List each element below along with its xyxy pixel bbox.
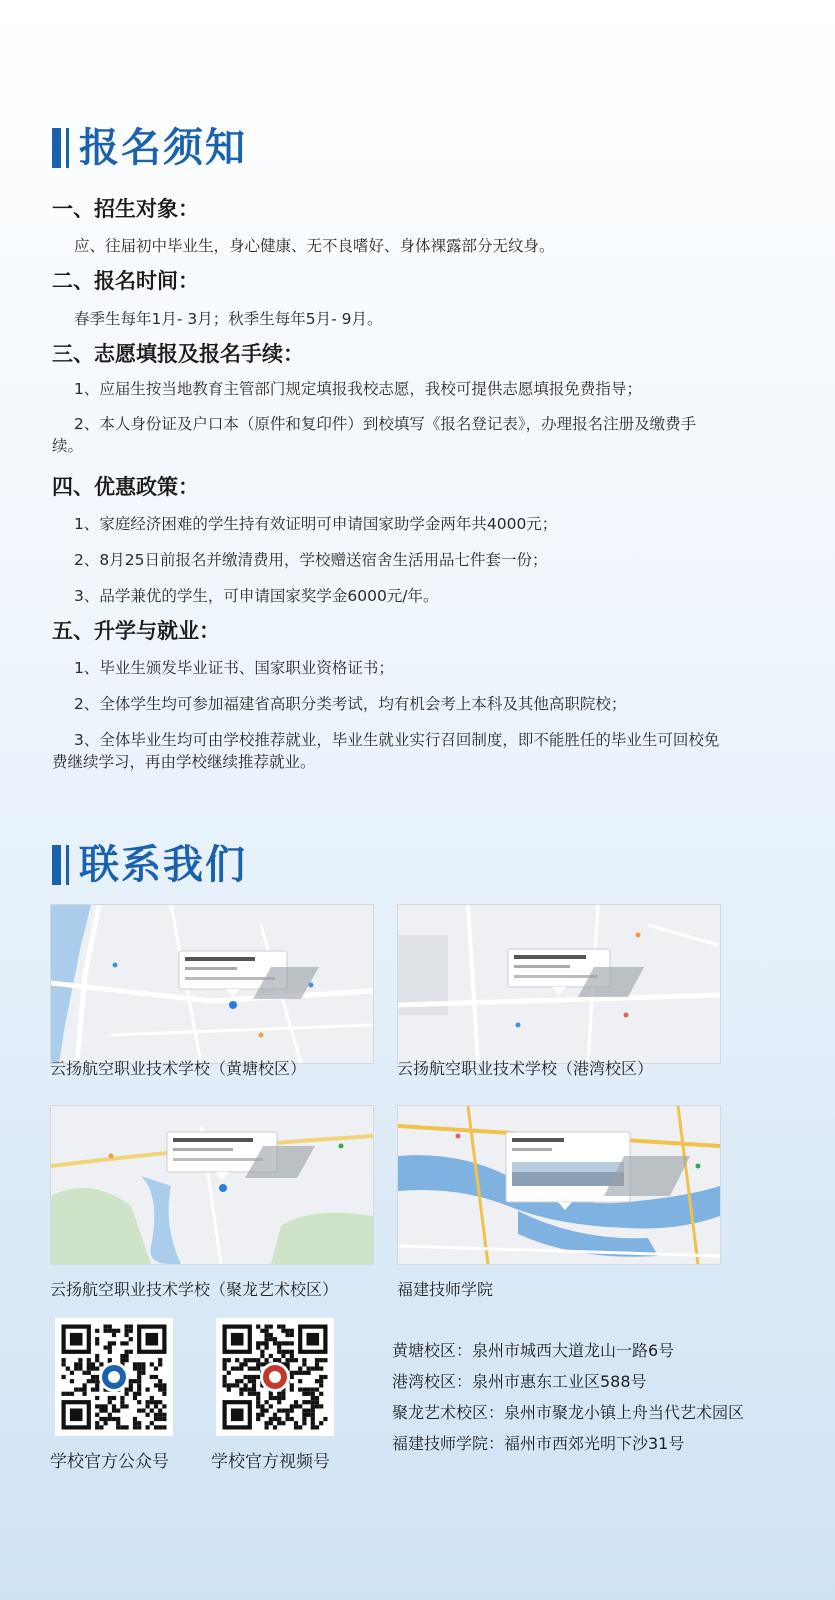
notice-heading-text: 报名须知: [79, 125, 247, 171]
section-title-target: 一、招生对象：: [52, 197, 199, 221]
address-fujian-technician: 福建技师学院：福州市西郊光明下沙31号: [392, 1434, 685, 1453]
map-fujian-technician[interactable]: [397, 1105, 721, 1265]
qr-caption: 学校官方公众号: [50, 1452, 169, 1472]
qr-caption: 学校官方视频号: [211, 1452, 330, 1472]
map-caption: 云扬航空职业技术学校（黄塘校区）: [50, 1059, 307, 1078]
qr-code-icon: [216, 1318, 334, 1436]
section-paragraph: 1、应届生按当地教育主管部门规定填报我校志愿，我校可提供志愿填报免费指导；: [74, 380, 642, 398]
map-caption: 云扬航空职业技术学校（港湾校区）: [397, 1059, 654, 1078]
heading-bar-thin: [66, 845, 69, 885]
address-julong: 聚龙艺术校区：泉州市聚龙小镇上舟当代艺术园区: [392, 1403, 745, 1422]
address-huangtang: 黄塘校区：泉州市城西大道龙山一路6号: [392, 1341, 675, 1360]
heading-bar: [52, 128, 61, 168]
section-title-procedure: 三、志愿填报及报名手续：: [52, 342, 304, 366]
section-title-employment: 五、升学与就业：: [52, 619, 220, 643]
qr-code-video-account: [216, 1318, 334, 1436]
section-title-time: 二、报名时间：: [52, 269, 199, 293]
section-paragraph: 1、家庭经济困难的学生持有效证明可申请国家助学金两年共4000元；: [74, 515, 558, 533]
section-paragraph: 3、品学兼优的学生，可申请国家奖学金6000元/年。: [74, 587, 439, 605]
section-paragraph: 2、本人身份证及户口本（原件和复印件）到校填写《报名登记表》，办理报名注册及缴费手续。: [52, 415, 697, 455]
section-paragraph: 3、全体毕业生均可由学校推荐就业，毕业生就业实行召回制度，即不能胜任的毕业生可回校免费继续学习，再由学校继续推荐就业。: [52, 731, 720, 771]
map-huangtang[interactable]: [50, 904, 374, 1064]
section-paragraph: 应、往届初中毕业生，身心健康、无不良嗜好、身体裸露部分无纹身。: [74, 237, 555, 255]
qr-code-official-account: [55, 1318, 173, 1436]
section-paragraph: 2、全体学生均可参加福建省高职分类考试，均有机会考上本科及其他高职院校；: [74, 695, 627, 713]
contact-heading-text: 联系我们: [79, 842, 247, 888]
contact-heading: [52, 843, 247, 887]
notice-heading: [52, 126, 247, 170]
section-paragraph: 2、8月25日前报名并缴清费用，学校赠送宿舍生活用品七件套一份；: [74, 551, 548, 569]
map-caption: 福建技师学院: [397, 1280, 494, 1299]
map-caption: 云扬航空职业技术学校（聚龙艺术校区）: [50, 1280, 339, 1299]
heading-bar-thin: [66, 128, 69, 168]
qr-code-icon: [55, 1318, 173, 1436]
map-julong[interactable]: [50, 1105, 374, 1265]
heading-bar: [52, 845, 61, 885]
section-paragraph: 春季生每年1月- 3月；秋季生每年5月- 9月。: [74, 310, 383, 328]
section-paragraph: 1、毕业生颁发毕业证书、国家职业资格证书；: [74, 659, 394, 677]
section-title-policy: 四、优惠政策：: [52, 475, 199, 499]
address-gangwan: 港湾校区：泉州市惠东工业区588号: [392, 1372, 647, 1391]
map-gangwan[interactable]: [397, 904, 721, 1064]
